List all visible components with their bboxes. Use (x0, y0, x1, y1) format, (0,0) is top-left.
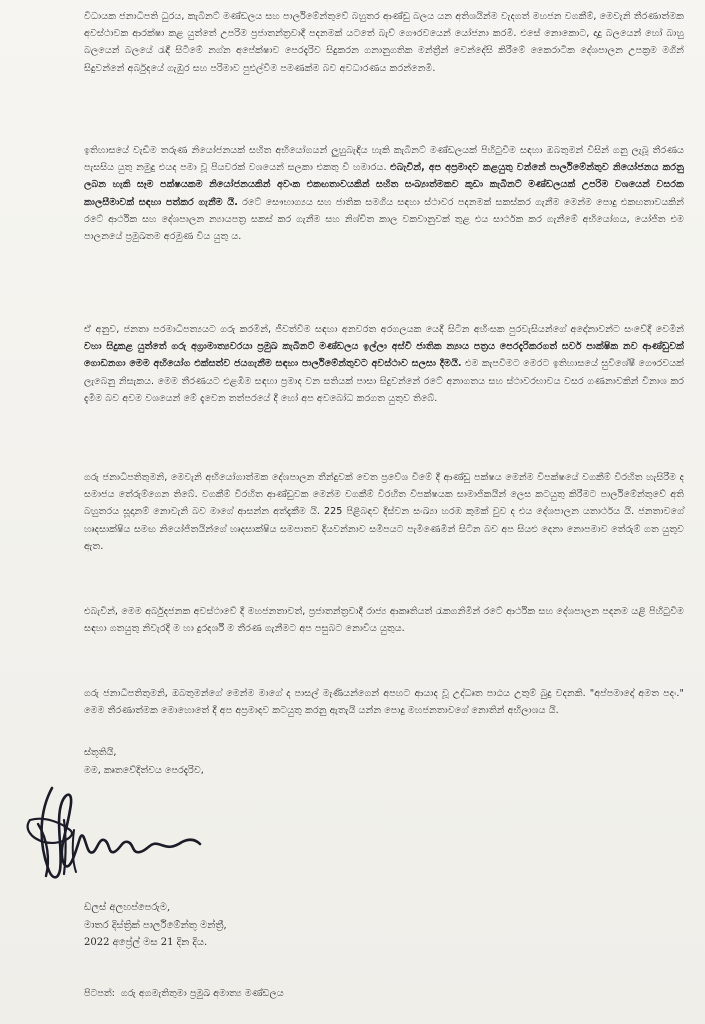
paragraph-2 (84, 142, 684, 245)
text-run: ඒ අනුව, ජනතා පරමාධිපත්‍යයට ගරු කරමින්, ජීවත්වීම සඳහා අනවරත අරගලයක යෙදී සිටින අහිංසක පුරවැසියන්ගේ අදෝනාවන්ට සංවේදී වෙමින් (84, 324, 684, 335)
handwritten-signature (0, 780, 210, 890)
paragraph-4 (84, 469, 684, 555)
signature-block (84, 899, 227, 952)
greeting: ස්තූතියි, (84, 747, 117, 758)
paragraph-3 (84, 321, 684, 407)
text-run: ගරු ජනාධිපතිතුමනි, මෙවැනි අභියෝගාත්මක දේශපාලන තීන්දුවක් වෙත ප්‍රවේශ වීමේ දී ආණ්ඩු පක්ෂය මෙන්ම විපක්ෂයේ වගකීම් විරහිත හැසිරීම ද සමාජය තේරුම්ගෙන තිබේ. වගකීම් විරහිත ආණ්ඩුවක මෙන්ම වගකීම් විරහිත විපක්ෂයක සාමාජිකයින් ලෙස කටයුතු කිරීමට පාර්ලිමේන්තුවේ අති බහුතරය සූදානම් නොවැනි බව මාගේ ආසන්න අත්දැකීම යි. 225 පිළිබඳව දිස්වන සංඛ්‍යා හරඹ කුමක් වුව ද එය දේශපාලන යතාර්ථය යි. ජනතාවගේ හෘදසාක්ෂිය සමඟ නියෝජිතයින්ගේ හෘදසාක්ෂිය සමපාතව දියවන්නාව සමීපයට පැමිණෙමින් සිටින බව අප සියළු දෙනා නොපමාව තේරුම් ගත යුතුව ඇත. (84, 472, 684, 552)
text-run: ඉතිහාසයේ වැඩිම තරුණ නියෝජනයක් සහිත අභියෝගයන් ලුහුබැඳිය හැකි කැබිනට් මණ්ඩලයක් පිහිටුවීම සඳහා ඔබතුමන් විසින් ගනු ලැබූ තීරණය පැසසිය යුතු නමුදු එයද පමා වූ පියවරක් වශයෙන් සලකා එකතු වී හමාරය. (84, 145, 684, 174)
paragraph-1 (84, 8, 684, 77)
letter-date: 2022 අප්‍රේල් මස 21 දින දිය. (84, 937, 208, 948)
signatory-title: මාතර දිස්ත්‍රික් පාර්ලිමේන්තු මන්ත්‍රී, (84, 919, 227, 931)
text-run: එම කැපවීමට මෙරට ඉතිහාසයේ සුවිශේෂී ගෞරවයක් ලැබෙනු නිසැකය. මෙම තීරණයට එළඹීම සඳහා ප්‍රමාද වන සතියක් පාසා සිදුවන්නේ රටේ අනාගතය සහ ස්ථාවරභාවය වසර ගණනාවකින් විනාශ කර දැමීම බව අවම වශයෙන් මේ දැවෙන තත්පරයේ දී හෝ අප අවබෝධ කරගත යුතුව තිබේ. (84, 358, 684, 404)
signatory-name: ඩලස් අලහප්පෙරුම, (84, 902, 171, 913)
paragraph-6 (84, 685, 684, 719)
text-run: රටේ සෞභාග්‍යය සහ ජාතික සමගිය සඳහා ස්ථාවර පදනමක් සකස්කර ගැනීම මෙන්ම පොදු එකඟතාවයකින් රටේ ආර්ථික සහ දේශපාලන න්‍යායපත්‍ර සකස් කර ගැනීම සහ නිශ්චිත කාල වකවානුවක් තුළ එය සාර්ථක කර ගැනීමේ අභියෝගය, යෝජිත එම පාලනයේ ප්‍රමුඛතම අරමුණ විය යුතු ය. (84, 196, 684, 243)
text-run: එබැවින්, මෙම අර්බුදජනක අවස්ථාවේ දී මහජනතාවත්, ප්‍රජාතන්ත්‍රවාදී රාජ්‍ය ආකෘතියත් රැකගනිමින් රටේ ආර්ථික සහ දේශපාලන පදනම යළි පිහිටුවීම සඳහා ගතයුතු නිවැරදි ම හා දුරදර්ශී ම තීරණ ගැනීමට අප පසුබට නොවිය යුතුය. (84, 606, 684, 635)
bold-text-run: එබැවින්, අප අප්‍රමාදව කළයුතු වන්නේ පාර්ලිමේන්තුව නියෝජනය කරනු ලබන හැකි සෑම පක්ෂයකම නියෝජනයකින් අවංක එකඟතාවයකින් සහිත සංඛ්‍යාත්මකව කුඩා කැබිනට් මණ්ඩලයක් උපරිම වශයෙන් වසරක කාලසීමාවක් සඳහා පත්කර ගැනීම යි. (84, 162, 684, 208)
copy-to (84, 988, 290, 999)
copy-recipient: ගරු අගමැතිතුමා ප්‍රමුඛ අමාත්‍ය මණ්ඩලය (120, 988, 284, 999)
bold-text-run: වහා සිදුකළ යුත්තේ ගරු අග්‍රාමාත්‍යවරයා ප්‍රමුඛ කැබිනට් මණ්ඩලය ඉල්ලා අස්වී ජාතික න්‍යාය පත්‍රය පෙරදැරිකරගත් සර්ව පාක්ෂික නව ආණ්ඩුවක් ගොඩනගා මෙම අභියෝග එක්සත්ව ජයගැනීම සඳහා පාර්ලිමේන්තුවට අවස්ථාව සලසා දීමයි. (84, 341, 684, 370)
paragraph-5 (84, 603, 684, 637)
closing-line: මම, කෘතවේදිත්වය පෙරදැරිව, (84, 765, 204, 776)
copy-label: පිටපත්: (84, 988, 115, 999)
text-run: ගරු ජනාධිපතිතුමනි, ඔබතුමන්ගේ මෙන්ම මාගේ ද පාසල් මැණියන්ගෙන් අපහට ආයාද වූ උද්ධෘත පාඨය උතුම් බුදු වදනකි. "අප්පමාදෝ අමත පදං." මෙම තීරණාත්මක මොහොතේ දී අප අප්‍රමාදව කටයුතු කරනු ඇතැයි යන්න පොදු මහජනතාවගේ නොතින් අභිලාශය යි. (84, 688, 684, 717)
text-run: විධායක ජනාධිපති ධුරය, කැබිනට් මණ්ඩලය සහ පාර්ලිමේන්තුවේ බහුතර ආණ්ඩු බලය යන අතිශයින්ම වැදගත් මහජන වගකීම්, මෙවැනි තීරණාත්මක අවස්ථාවක ආරක්ෂා කළ යුත්තේ උපරිම ප්‍රජාතන්ත්‍රවාදී පදනමක් යටතේ බැව් ගෞරවයෙන් යෝජනා කරමි. එසේ නොකොට, දාදු බලයෙන් හෝ බාහු බලයෙන් බලයේ රැඳී සිටීමේ නග්න අපේක්ෂාව පෙරදැරිව සිදුකරන ගනානුගතික මන්ත්‍රීන් වෙන්දේසි කිරීමේ කෛරාටික දේශපාලන උපක්‍රම මගින් සිදුවන්නේ අර්බුදයේ ගැඹුර සහ පරිමාව පුළුල්වීම පමණක්ම බව අවධාරණය කරන්නෙමි. (84, 11, 684, 74)
